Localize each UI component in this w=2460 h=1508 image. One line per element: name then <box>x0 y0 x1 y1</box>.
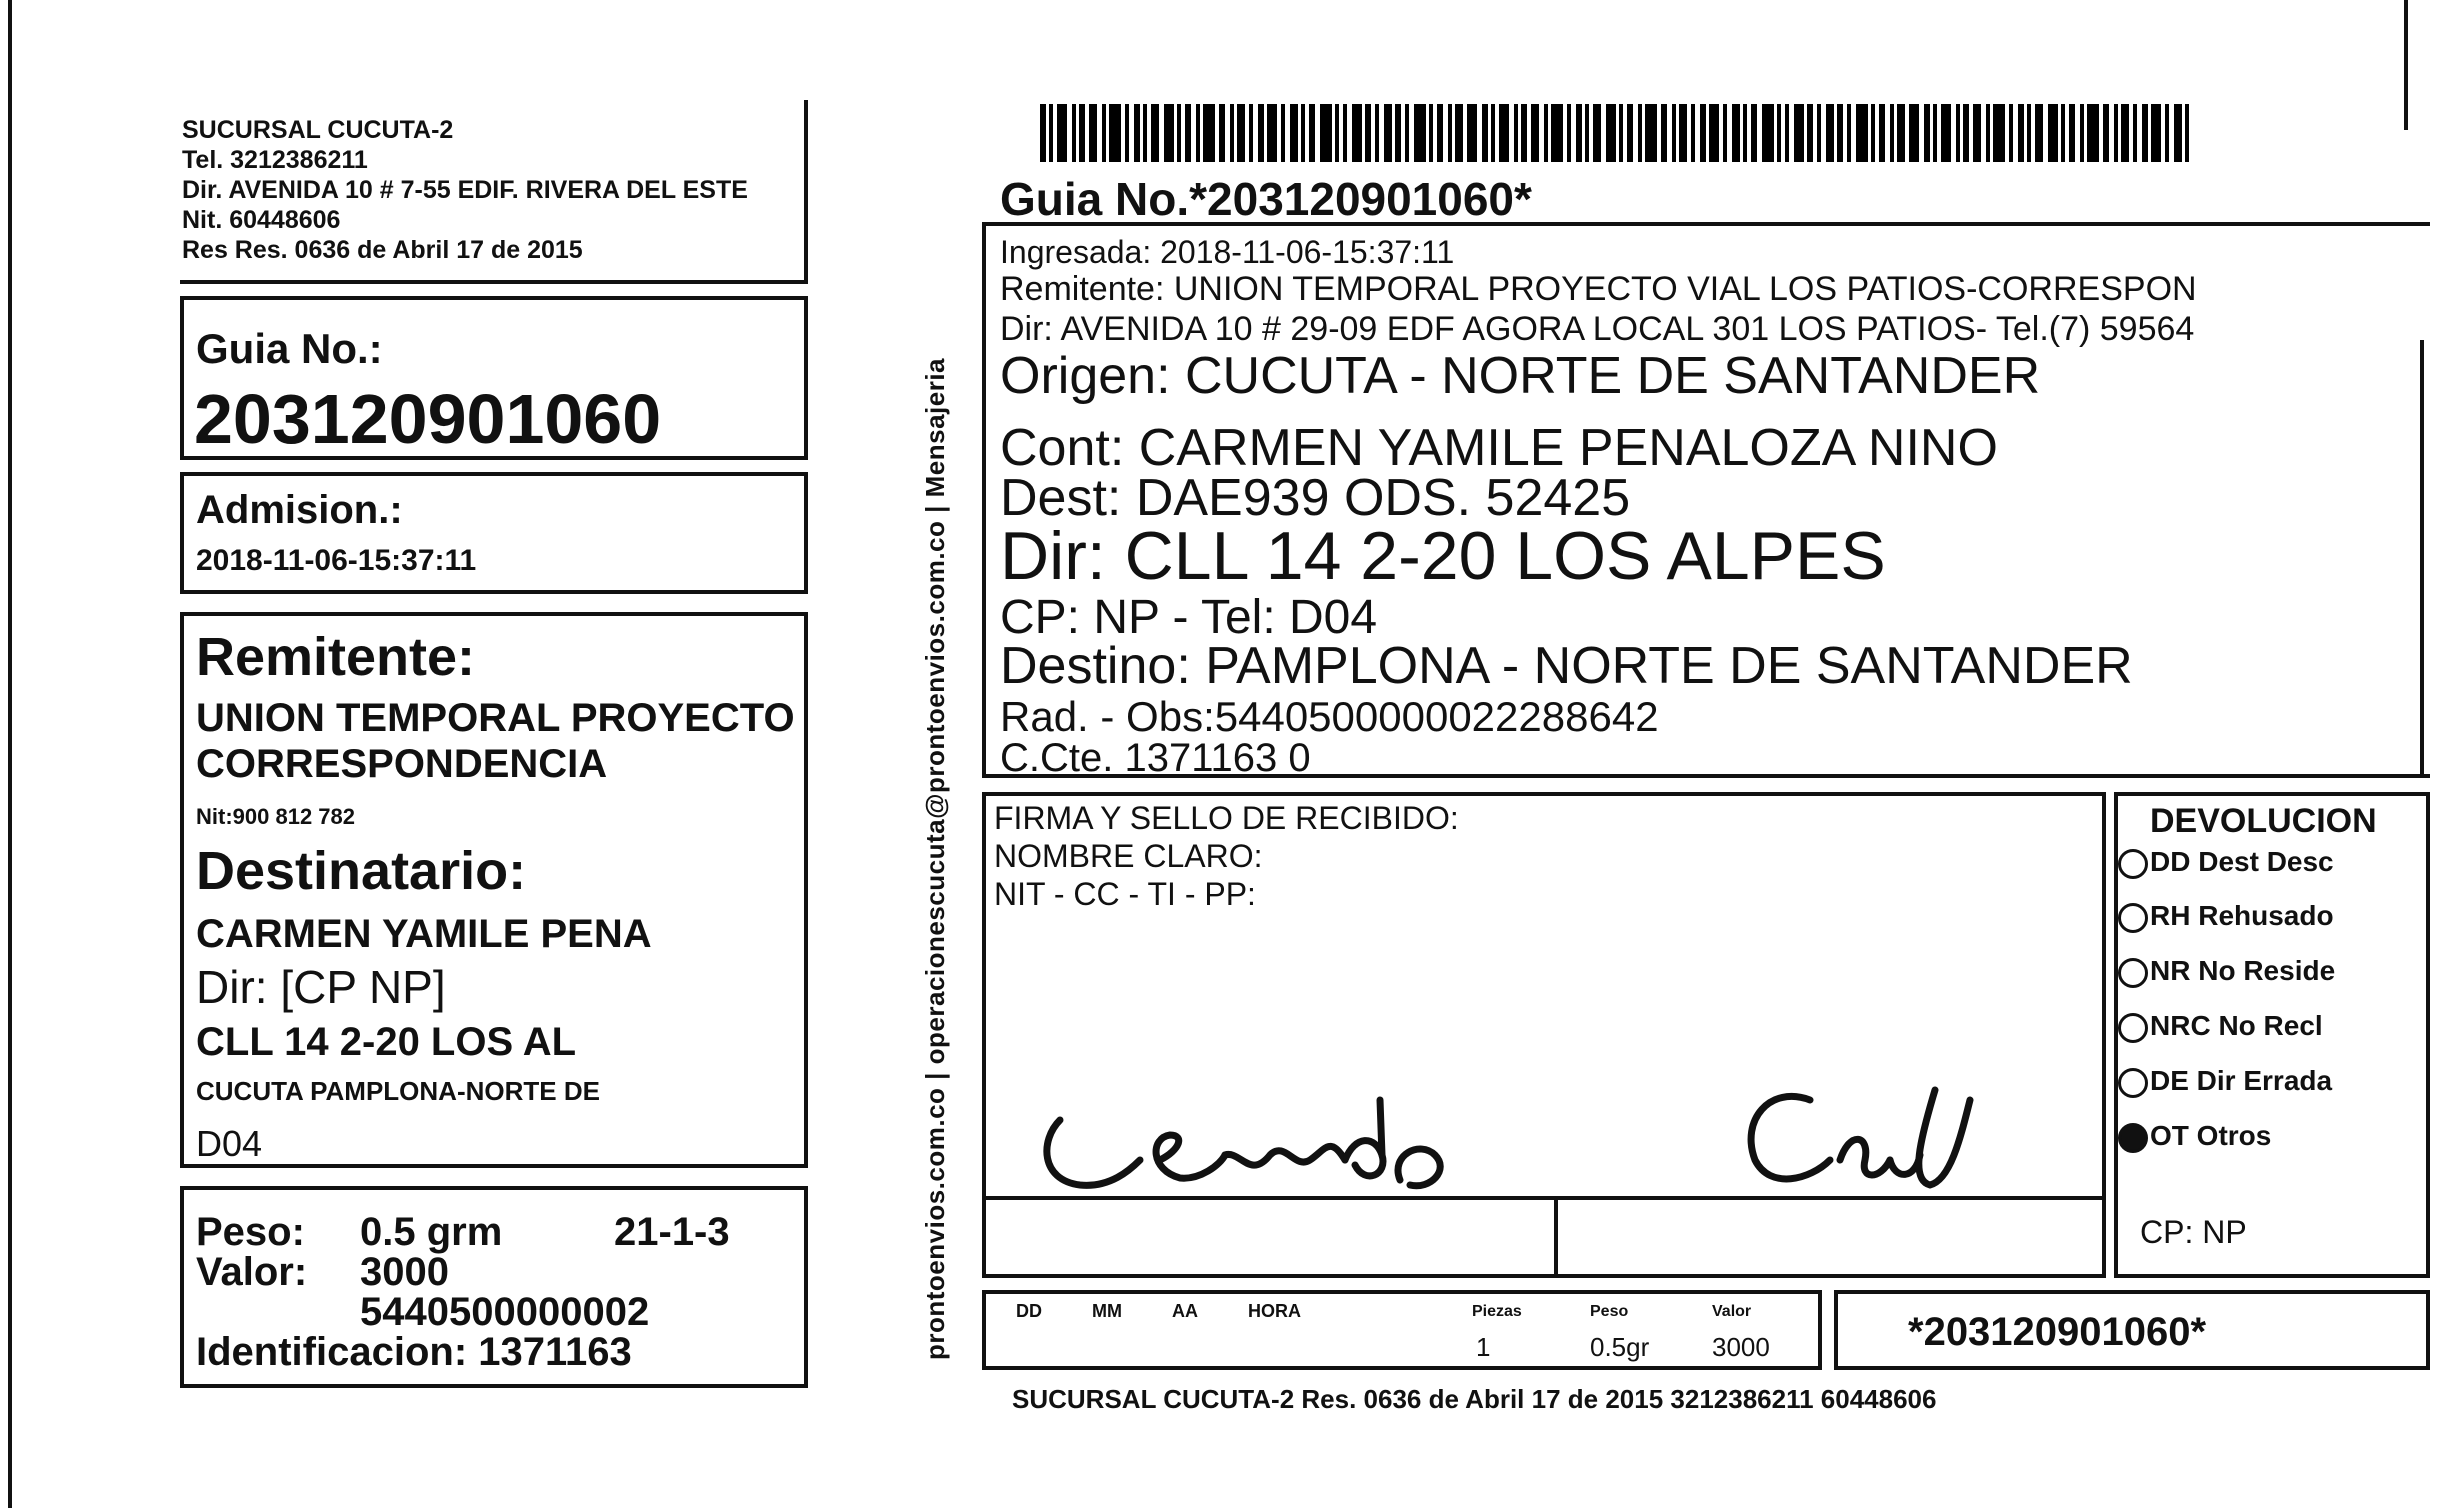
barcode-bar <box>1672 104 1676 162</box>
barcode-bar <box>1909 104 1919 162</box>
devolucion-option-de[interactable] <box>2118 1065 2332 1098</box>
destinatario-address: CLL 14 2-20 LOS AL <box>196 1020 577 1064</box>
barcode-bar <box>1343 104 1347 162</box>
barcode-bar <box>1467 104 1477 162</box>
barcode-bar <box>1309 104 1315 162</box>
barcode-bar <box>1973 104 1981 162</box>
barcode-bar <box>1963 104 1969 162</box>
valor-value: 3000 <box>360 1250 449 1294</box>
devolucion-option-label: OT Otros <box>2150 1120 2272 1151</box>
barcode-bar <box>1585 104 1589 162</box>
barcode-bar <box>1414 104 1426 162</box>
barcode-bar <box>2035 104 2043 162</box>
origen: Origen: CUCUTA - NORTE DE SANTANDER <box>1000 347 2041 405</box>
admision-box <box>180 472 808 594</box>
header-peso: Peso <box>1590 1303 1629 1320</box>
barcode-bar <box>1743 104 1747 162</box>
barcode-bar <box>2165 104 2169 162</box>
barcode-text-box <box>1834 1290 2430 1370</box>
barcode-bar <box>1125 104 1129 162</box>
barcode-bar <box>1057 104 1067 162</box>
devolucion-option-label: RH Rehusado <box>2150 900 2334 931</box>
barcode-bar <box>1890 104 1894 162</box>
destinatario-label: Destinatario: <box>196 841 527 901</box>
devolucion-option-nrc[interactable] <box>2118 1010 2323 1043</box>
barcode-bar <box>1606 104 1616 162</box>
scan-edge-right <box>2404 0 2408 130</box>
remitente-full: Remitente: UNION TEMPORAL PROYECTO VIAL LOS PATIOS-CORRESPON <box>1000 270 2197 308</box>
shipment-info-box <box>982 222 2430 778</box>
barcode-bar <box>1847 104 1851 162</box>
peso-table-value: 0.5gr <box>1590 1332 1650 1362</box>
barcode-bar <box>1352 104 1362 162</box>
barcode-bar <box>1514 104 1518 162</box>
barcode-bar <box>1491 104 1495 162</box>
destinatario-code-right: Dest: DAE939 ODS. 52425 <box>1000 469 1631 527</box>
barcode-bar <box>1375 104 1379 162</box>
guia-label: Guia No.: <box>196 325 383 372</box>
barcode-bar <box>1395 104 1401 162</box>
postal-code-phone: CP: NP - Tel: D04 <box>1000 591 1378 644</box>
barcode-bar <box>1320 104 1332 162</box>
barcode-bar <box>1102 104 1106 162</box>
contacto: Cont: CARMEN YAMILE PENALOZA NINO <box>1000 419 1998 477</box>
barcode-bar <box>1499 104 1509 162</box>
header-mm: MM <box>1092 1301 1122 1321</box>
header-piezas: Piezas <box>1472 1303 1522 1320</box>
barcode-bar <box>1405 104 1409 162</box>
branch-nit: Nit. 60448606 <box>182 206 341 234</box>
info-box-right-edge <box>2420 340 2424 778</box>
radio-circle-icon <box>2118 1068 2148 1098</box>
barcode-bar <box>1544 104 1548 162</box>
header-aa: AA <box>1172 1301 1198 1321</box>
barcode-bar <box>1365 104 1371 162</box>
barcode-bar <box>1619 104 1623 162</box>
barcode-bar <box>2009 104 2013 162</box>
delivery-table <box>982 1290 1822 1370</box>
admision-label: Admision.: <box>196 488 403 532</box>
ingresada: Ingresada: 2018-11-06-15:37:11 <box>1000 234 1455 270</box>
barcode-bar <box>1933 104 1937 162</box>
cuenta-corriente: C.Cte. 1371163 0 <box>1000 736 1311 780</box>
barcode-bar <box>1871 104 1875 162</box>
barcode-bar <box>1151 104 1159 162</box>
devolucion-option-label: DE Dir Errada <box>2150 1065 2333 1096</box>
barcode-bar <box>1941 104 1951 162</box>
header-hora: HORA <box>1248 1301 1301 1321</box>
barcode-bar <box>1109 104 1121 162</box>
barcode-bar <box>1230 104 1234 162</box>
remitente-name-line2: CORRESPONDENCIA <box>196 742 608 786</box>
barcode-bar <box>1551 104 1563 162</box>
header-valor: Valor <box>1712 1303 1752 1320</box>
barcode-bar <box>1627 104 1633 162</box>
barcode-bar <box>1531 104 1539 162</box>
barcode-bar <box>1482 104 1488 162</box>
id-type-label: NIT - CC - TI - PP: <box>994 876 1256 912</box>
devolucion-option-dd[interactable] <box>2118 846 2334 879</box>
firma-label: FIRMA Y SELLO DE RECIBIDO: <box>994 800 1459 836</box>
devolucion-option-label: NRC No Recl <box>2150 1010 2323 1041</box>
barcode-bar <box>1335 104 1339 162</box>
barcode-bar <box>1290 104 1298 162</box>
peso-box <box>180 1186 808 1388</box>
barcode-bar <box>1897 104 1905 162</box>
barcode-bar <box>1301 104 1305 162</box>
barcode-bar <box>1143 104 1147 162</box>
branch-address: Dir. AVENIDA 10 # 7-55 EDIF. RIVERA DEL ESTE <box>182 176 748 204</box>
barcode-bar <box>2114 104 2118 162</box>
barcode-bar <box>1826 104 1834 162</box>
admision-value: 2018-11-06-15:37:11 <box>196 544 477 577</box>
barcode-bar <box>1203 104 1215 162</box>
side-contact-text: prontoenvios.com.co | operacionescucuta@prontoenvios.com.co | Mensajeria <box>920 357 950 1360</box>
piezas-value: 1 <box>1476 1332 1491 1362</box>
devolucion-option-ot[interactable] <box>2118 1120 2271 1153</box>
destino: Destino: PAMPLONA - NORTE DE SANTANDER <box>1000 637 2133 695</box>
barcode-bar <box>1567 104 1571 162</box>
radio-circle-icon <box>2118 958 2148 988</box>
barcode-bar <box>1040 104 1046 162</box>
barcode-bar <box>1384 104 1392 162</box>
barcode-bar <box>1691 104 1695 162</box>
remitente-nit: Nit:900 812 782 <box>196 804 355 829</box>
remitente-dir: Dir: AVENIDA 10 # 29-09 EDF AGORA LOCAL 301 LOS PATIOS- Tel.(7) 59564 <box>1000 310 2195 348</box>
barcode-bar <box>2133 104 2137 162</box>
barcode-bar <box>2069 104 2075 162</box>
devolucion-option-label: DD Dest Desc <box>2150 846 2334 877</box>
barcode-bar <box>2174 104 2182 162</box>
barcode-bar <box>1993 104 2005 162</box>
barcode-bar <box>2080 104 2084 162</box>
barcode-bar <box>2087 104 2099 162</box>
barcode-bar <box>1281 104 1285 162</box>
guia-title: Guia No.*203120901060* <box>1000 173 1532 225</box>
branch-name: SUCURSAL CUCUTA-2 <box>182 116 454 144</box>
branch-resolution: Res Res. 0636 de Abril 17 de 2015 <box>182 236 583 264</box>
remitente-name-line1: UNION TEMPORAL PROYECTO <box>196 696 795 740</box>
devolucion-option-rh[interactable] <box>2118 900 2334 933</box>
devolucion-cp: CP: NP <box>2140 1214 2247 1250</box>
barcode-bar <box>2121 104 2129 162</box>
destinatario-city: CUCUTA PAMPLONA-NORTE DE <box>196 1076 600 1106</box>
peso-label: Peso: <box>196 1210 305 1254</box>
barcode-bar <box>1049 104 1053 162</box>
barcode-bar <box>1751 104 1757 162</box>
barcode-bar <box>1521 104 1527 162</box>
valor-label: Valor: <box>196 1250 308 1294</box>
barcode-bar <box>1777 104 1781 162</box>
devolucion-option-label: NR No Reside <box>2150 955 2336 986</box>
barcode-bar <box>2151 104 2161 162</box>
header-dd: DD <box>1016 1301 1042 1321</box>
barcode-bar <box>1072 104 1076 162</box>
barcode-bar <box>1986 104 1990 162</box>
destination-address: Dir: CLL 14 2-20 LOS ALPES <box>1000 518 1886 594</box>
barcode-bar <box>1709 104 1719 162</box>
barcode-bar <box>1817 104 1821 162</box>
barcode <box>1040 104 2200 162</box>
destinatario-code: D04 <box>196 1123 263 1164</box>
barcode-bar <box>1785 104 1789 162</box>
barcode-bar <box>1924 104 1930 162</box>
barcode-bar <box>1679 104 1687 162</box>
radio-circle-icon <box>2118 849 2148 879</box>
radio-circle-icon <box>2118 903 2148 933</box>
barcode-bar <box>1455 104 1463 162</box>
barcode-bar <box>2018 104 2024 162</box>
barcode-bar <box>1177 104 1181 162</box>
barcode-bar <box>1448 104 1452 162</box>
radio-filled-icon <box>2118 1123 2148 1153</box>
footer-branch: SUCURSAL CUCUTA-2 Res. 0636 de Abril 17 de 2015 3212386211 60448606 <box>1012 1384 1937 1414</box>
barcode-bar <box>1807 104 1813 162</box>
rad-obs: Rad. - Obs:5440500000022288642 <box>1000 693 1659 740</box>
peso-reference: 5440500000002 <box>360 1290 650 1334</box>
barcode-bar <box>1237 104 1245 162</box>
barcode-bar <box>1134 104 1140 162</box>
nombre-claro-label: NOMBRE CLARO: <box>994 838 1263 874</box>
barcode-bar <box>1956 104 1960 162</box>
barcode-bar <box>1429 104 1433 162</box>
guia-number-box <box>180 296 808 460</box>
peso-code: 21-1-3 <box>614 1210 730 1254</box>
header-divider <box>180 280 808 284</box>
barcode-bar <box>1267 104 1277 162</box>
header-side-line <box>804 100 808 284</box>
peso-value: 0.5 grm <box>360 1210 503 1254</box>
barcode-bar <box>1645 104 1657 162</box>
barcode-bar <box>2061 104 2065 162</box>
barcode-bar <box>1185 104 1191 162</box>
barcode-bar <box>1700 104 1706 162</box>
devolucion-title: DEVOLUCION <box>2150 802 2377 840</box>
barcode-bar <box>1219 104 1225 162</box>
barcode-bar <box>1638 104 1642 162</box>
identificacion: Identificacion: 1371163 <box>196 1330 632 1374</box>
barcode-bar <box>1089 104 1097 162</box>
barcode-bar <box>1732 104 1740 162</box>
barcode-bar <box>1258 104 1264 162</box>
destinatario-name: CARMEN YAMILE PENA <box>196 912 652 956</box>
barcode-bar <box>1661 104 1667 162</box>
branch-phone: Tel. 3212386211 <box>182 146 368 174</box>
barcode-bar <box>1762 104 1774 162</box>
barcode-bar <box>1164 104 1174 162</box>
barcode-bar <box>1593 104 1601 162</box>
handwritten-signature <box>1010 1060 2120 1210</box>
barcode-bar <box>1249 104 1253 162</box>
barcode-bar <box>1856 104 1868 162</box>
barcode-bar <box>2103 104 2109 162</box>
valor-table-value: 3000 <box>1712 1332 1770 1362</box>
guia-number: 203120901060 <box>194 380 662 458</box>
destinatario-dir-label: Dir: [CP NP] <box>196 961 446 1013</box>
barcode-text: *203120901060* <box>1908 1310 2207 1354</box>
barcode-bar <box>1879 104 1885 162</box>
radio-circle-icon <box>2118 1013 2148 1043</box>
barcode-bar <box>1576 104 1582 162</box>
barcode-bar <box>1437 104 1443 162</box>
barcode-bar <box>2048 104 2058 162</box>
barcode-bar <box>1196 104 1200 162</box>
remitente-box <box>180 612 808 1168</box>
barcode-bar <box>2185 104 2189 162</box>
barcode-bar <box>2027 104 2031 162</box>
barcode-bar <box>1723 104 1727 162</box>
barcode-bar <box>1837 104 1843 162</box>
scan-edge-left <box>8 0 12 1508</box>
barcode-bar <box>1079 104 1085 162</box>
barcode-bar <box>1794 104 1804 162</box>
remitente-label: Remitente: <box>196 627 476 687</box>
barcode-bar <box>2142 104 2148 162</box>
devolucion-option-nr[interactable] <box>2118 955 2335 988</box>
